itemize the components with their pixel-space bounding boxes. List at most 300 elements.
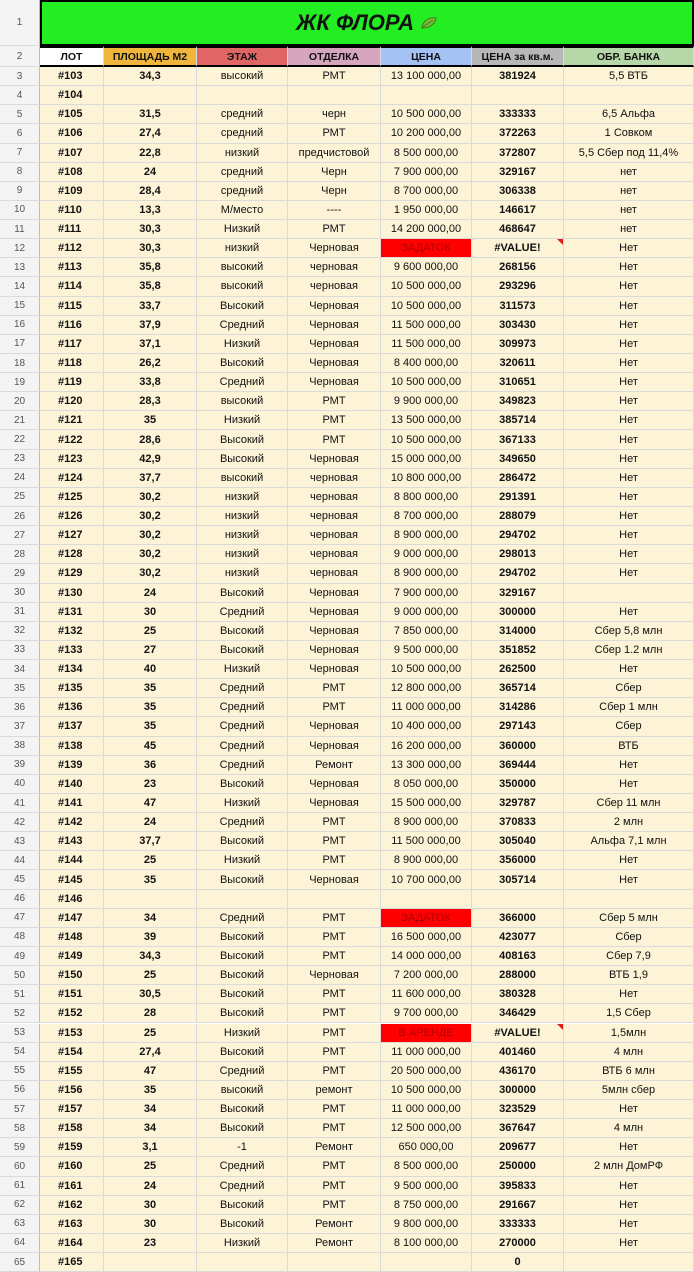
- bank-cell[interactable]: Нет: [564, 660, 694, 679]
- finish-cell[interactable]: Черновая: [288, 794, 381, 813]
- bank-cell[interactable]: Нет: [564, 373, 694, 392]
- row-number[interactable]: 47: [0, 909, 40, 928]
- price-cell[interactable]: 10 500 000,00: [381, 373, 472, 392]
- area-cell[interactable]: 33,8: [104, 373, 197, 392]
- floor-cell[interactable]: Высокий: [197, 641, 288, 660]
- floor-cell[interactable]: Высокий: [197, 297, 288, 316]
- lot-cell[interactable]: #142: [40, 813, 104, 832]
- floor-cell[interactable]: Средний: [197, 373, 288, 392]
- lot-cell[interactable]: #134: [40, 660, 104, 679]
- lot-cell[interactable]: #158: [40, 1119, 104, 1138]
- floor-cell[interactable]: Высокий: [197, 430, 288, 449]
- finish-cell[interactable]: [288, 890, 381, 909]
- finish-cell[interactable]: РМТ: [288, 1024, 381, 1043]
- price-per-sqm-cell[interactable]: 346429: [472, 1004, 564, 1023]
- lot-cell[interactable]: #113: [40, 258, 104, 277]
- finish-cell[interactable]: Черновая: [288, 316, 381, 335]
- price-cell[interactable]: 8 500 000,00: [381, 144, 472, 163]
- price-cell[interactable]: 7 850 000,00: [381, 622, 472, 641]
- area-cell[interactable]: 30,2: [104, 488, 197, 507]
- lot-cell[interactable]: #137: [40, 717, 104, 736]
- floor-cell[interactable]: [197, 890, 288, 909]
- floor-cell[interactable]: Средний: [197, 737, 288, 756]
- lot-cell[interactable]: #132: [40, 622, 104, 641]
- bank-cell[interactable]: Нет: [564, 1100, 694, 1119]
- row-number[interactable]: 41: [0, 794, 40, 813]
- lot-cell[interactable]: #103: [40, 67, 104, 86]
- price-per-sqm-cell[interactable]: 329167: [472, 584, 564, 603]
- row-number[interactable]: 22: [0, 430, 40, 449]
- finish-cell[interactable]: РМТ: [288, 679, 381, 698]
- lot-cell[interactable]: #152: [40, 1004, 104, 1023]
- floor-cell[interactable]: Средний: [197, 1062, 288, 1081]
- area-cell[interactable]: 25: [104, 622, 197, 641]
- area-cell[interactable]: 30,3: [104, 220, 197, 239]
- row-number[interactable]: 59: [0, 1138, 40, 1157]
- area-cell[interactable]: 30,2: [104, 526, 197, 545]
- area-cell[interactable]: 31,5: [104, 105, 197, 124]
- bank-cell[interactable]: Нет: [564, 603, 694, 622]
- price-per-sqm-cell[interactable]: [472, 86, 564, 105]
- floor-cell[interactable]: Низкий: [197, 411, 288, 430]
- lot-cell[interactable]: #122: [40, 430, 104, 449]
- lot-cell[interactable]: #156: [40, 1081, 104, 1100]
- area-cell[interactable]: 47: [104, 794, 197, 813]
- price-cell[interactable]: ЗАДАТОК: [381, 239, 472, 258]
- area-cell[interactable]: [104, 890, 197, 909]
- floor-cell[interactable]: Высокий: [197, 947, 288, 966]
- bank-cell[interactable]: [564, 86, 694, 105]
- lot-cell[interactable]: #165: [40, 1253, 104, 1272]
- lot-cell[interactable]: #126: [40, 507, 104, 526]
- row-number[interactable]: 44: [0, 851, 40, 870]
- price-cell[interactable]: 14 200 000,00: [381, 220, 472, 239]
- column-header-finish[interactable]: ОТДЕЛКА: [288, 46, 381, 67]
- lot-cell[interactable]: #116: [40, 316, 104, 335]
- finish-cell[interactable]: Черновая: [288, 870, 381, 889]
- row-number[interactable]: 19: [0, 373, 40, 392]
- price-per-sqm-cell[interactable]: 310651: [472, 373, 564, 392]
- row-number[interactable]: 42: [0, 813, 40, 832]
- bank-cell[interactable]: Нет: [564, 1177, 694, 1196]
- price-cell[interactable]: 11 600 000,00: [381, 985, 472, 1004]
- price-per-sqm-cell[interactable]: 323529: [472, 1100, 564, 1119]
- price-cell[interactable]: 13 100 000,00: [381, 67, 472, 86]
- area-cell[interactable]: 34: [104, 1119, 197, 1138]
- floor-cell[interactable]: -1: [197, 1138, 288, 1157]
- bank-cell[interactable]: [564, 1253, 694, 1272]
- area-cell[interactable]: 28,4: [104, 182, 197, 201]
- floor-cell[interactable]: Высокий: [197, 1004, 288, 1023]
- lot-cell[interactable]: #123: [40, 450, 104, 469]
- finish-cell[interactable]: Черн: [288, 182, 381, 201]
- price-per-sqm-cell[interactable]: 288079: [472, 507, 564, 526]
- price-cell[interactable]: 10 500 000,00: [381, 297, 472, 316]
- area-cell[interactable]: 24: [104, 1177, 197, 1196]
- area-cell[interactable]: 25: [104, 1157, 197, 1176]
- area-cell[interactable]: [104, 86, 197, 105]
- finish-cell[interactable]: черновая: [288, 277, 381, 296]
- price-per-sqm-cell[interactable]: 367133: [472, 430, 564, 449]
- row-number[interactable]: 3: [0, 67, 40, 86]
- floor-cell[interactable]: Высокий: [197, 870, 288, 889]
- finish-cell[interactable]: черновая: [288, 258, 381, 277]
- price-per-sqm-cell[interactable]: 349823: [472, 392, 564, 411]
- row-number[interactable]: 30: [0, 584, 40, 603]
- lot-cell[interactable]: #120: [40, 392, 104, 411]
- floor-cell[interactable]: Средний: [197, 1157, 288, 1176]
- bank-cell[interactable]: Сбер: [564, 679, 694, 698]
- column-header-price[interactable]: ЦЕНА: [381, 46, 472, 67]
- area-cell[interactable]: 26,2: [104, 354, 197, 373]
- floor-cell[interactable]: низкий: [197, 545, 288, 564]
- lot-cell[interactable]: #161: [40, 1177, 104, 1196]
- finish-cell[interactable]: РМТ: [288, 1177, 381, 1196]
- row-number[interactable]: 4: [0, 86, 40, 105]
- finish-cell[interactable]: РМТ: [288, 947, 381, 966]
- bank-cell[interactable]: Нет: [564, 1215, 694, 1234]
- row-number[interactable]: 38: [0, 737, 40, 756]
- price-cell[interactable]: 8 900 000,00: [381, 851, 472, 870]
- finish-cell[interactable]: РМТ: [288, 813, 381, 832]
- price-cell[interactable]: 11 000 000,00: [381, 1043, 472, 1062]
- area-cell[interactable]: 35,8: [104, 258, 197, 277]
- floor-cell[interactable]: Высокий: [197, 775, 288, 794]
- area-cell[interactable]: 37,7: [104, 832, 197, 851]
- price-per-sqm-cell[interactable]: 291391: [472, 488, 564, 507]
- finish-cell[interactable]: Черновая: [288, 584, 381, 603]
- row-number[interactable]: 43: [0, 832, 40, 851]
- floor-cell[interactable]: низкий: [197, 564, 288, 583]
- row-number[interactable]: 17: [0, 335, 40, 354]
- lot-cell[interactable]: #155: [40, 1062, 104, 1081]
- area-cell[interactable]: 35,8: [104, 277, 197, 296]
- bank-cell[interactable]: Нет: [564, 775, 694, 794]
- lot-cell[interactable]: #110: [40, 201, 104, 220]
- price-cell[interactable]: 8 700 000,00: [381, 182, 472, 201]
- area-cell[interactable]: 36: [104, 756, 197, 775]
- row-number[interactable]: 39: [0, 756, 40, 775]
- area-cell[interactable]: 30,3: [104, 239, 197, 258]
- price-cell[interactable]: 8 800 000,00: [381, 488, 472, 507]
- price-per-sqm-cell[interactable]: 372263: [472, 124, 564, 143]
- column-header-lot[interactable]: ЛОТ: [40, 46, 104, 67]
- area-cell[interactable]: 37,9: [104, 316, 197, 335]
- finish-cell[interactable]: РМТ: [288, 1196, 381, 1215]
- sheet-title-cell[interactable]: [40, 0, 694, 46]
- area-cell[interactable]: 25: [104, 851, 197, 870]
- price-cell[interactable]: 8 100 000,00: [381, 1234, 472, 1253]
- price-per-sqm-cell[interactable]: 309973: [472, 335, 564, 354]
- lot-cell[interactable]: #164: [40, 1234, 104, 1253]
- row-number[interactable]: 28: [0, 545, 40, 564]
- price-cell[interactable]: 12 800 000,00: [381, 679, 472, 698]
- floor-cell[interactable]: Средний: [197, 1177, 288, 1196]
- price-per-sqm-cell[interactable]: 300000: [472, 603, 564, 622]
- price-per-sqm-cell[interactable]: 436170: [472, 1062, 564, 1081]
- area-cell[interactable]: 27: [104, 641, 197, 660]
- finish-cell[interactable]: РМТ: [288, 909, 381, 928]
- finish-cell[interactable]: [288, 1253, 381, 1272]
- price-cell[interactable]: 8 750 000,00: [381, 1196, 472, 1215]
- row-number[interactable]: 37: [0, 717, 40, 736]
- price-cell[interactable]: В АРЕНДЕ: [381, 1024, 472, 1043]
- finish-cell[interactable]: РМТ: [288, 1157, 381, 1176]
- bank-cell[interactable]: нет: [564, 201, 694, 220]
- floor-cell[interactable]: низкий: [197, 488, 288, 507]
- price-per-sqm-cell[interactable]: 293296: [472, 277, 564, 296]
- finish-cell[interactable]: РМТ: [288, 124, 381, 143]
- row-number[interactable]: 25: [0, 488, 40, 507]
- lot-cell[interactable]: #146: [40, 890, 104, 909]
- floor-cell[interactable]: высокий: [197, 258, 288, 277]
- lot-cell[interactable]: #160: [40, 1157, 104, 1176]
- price-per-sqm-cell[interactable]: 320611: [472, 354, 564, 373]
- bank-cell[interactable]: Нет: [564, 392, 694, 411]
- finish-cell[interactable]: черновая: [288, 507, 381, 526]
- price-cell[interactable]: 9 800 000,00: [381, 1215, 472, 1234]
- price-cell[interactable]: 16 200 000,00: [381, 737, 472, 756]
- floor-cell[interactable]: высокий: [197, 277, 288, 296]
- price-per-sqm-cell[interactable]: 305040: [472, 832, 564, 851]
- finish-cell[interactable]: РМТ: [288, 985, 381, 1004]
- bank-cell[interactable]: Сбер 7,9: [564, 947, 694, 966]
- price-per-sqm-cell[interactable]: 270000: [472, 1234, 564, 1253]
- bank-cell[interactable]: Нет: [564, 316, 694, 335]
- price-per-sqm-cell[interactable]: 369444: [472, 756, 564, 775]
- price-per-sqm-cell[interactable]: 305714: [472, 870, 564, 889]
- column-header-bank[interactable]: ОБР. БАНКА: [564, 46, 694, 67]
- floor-cell[interactable]: Средний: [197, 316, 288, 335]
- lot-cell[interactable]: #119: [40, 373, 104, 392]
- bank-cell[interactable]: 6,5 Альфа: [564, 105, 694, 124]
- finish-cell[interactable]: Черновая: [288, 622, 381, 641]
- column-header-floor[interactable]: ЭТАЖ: [197, 46, 288, 67]
- row-number[interactable]: 32: [0, 622, 40, 641]
- lot-cell[interactable]: #154: [40, 1043, 104, 1062]
- price-per-sqm-cell[interactable]: 303430: [472, 316, 564, 335]
- price-per-sqm-cell[interactable]: 300000: [472, 1081, 564, 1100]
- area-cell[interactable]: 37,1: [104, 335, 197, 354]
- floor-cell[interactable]: Средний: [197, 756, 288, 775]
- lot-cell[interactable]: #108: [40, 163, 104, 182]
- row-number[interactable]: 14: [0, 277, 40, 296]
- floor-cell[interactable]: Высокий: [197, 1196, 288, 1215]
- bank-cell[interactable]: Нет: [564, 430, 694, 449]
- price-cell[interactable]: 10 500 000,00: [381, 430, 472, 449]
- bank-cell[interactable]: 1,5 Сбер: [564, 1004, 694, 1023]
- bank-cell[interactable]: 4 млн: [564, 1043, 694, 1062]
- price-per-sqm-cell[interactable]: 294702: [472, 564, 564, 583]
- price-per-sqm-cell[interactable]: 298013: [472, 545, 564, 564]
- row-number[interactable]: 10: [0, 201, 40, 220]
- row-number[interactable]: 16: [0, 316, 40, 335]
- price-per-sqm-cell[interactable]: 329787: [472, 794, 564, 813]
- price-cell[interactable]: 12 500 000,00: [381, 1119, 472, 1138]
- bank-cell[interactable]: Сбер: [564, 717, 694, 736]
- bank-cell[interactable]: Нет: [564, 258, 694, 277]
- area-cell[interactable]: 23: [104, 775, 197, 794]
- bank-cell[interactable]: 5,5 Сбер под 11,4%: [564, 144, 694, 163]
- lot-cell[interactable]: #162: [40, 1196, 104, 1215]
- row-number[interactable]: 11: [0, 220, 40, 239]
- floor-cell[interactable]: Высокий: [197, 354, 288, 373]
- price-cell[interactable]: 10 500 000,00: [381, 1081, 472, 1100]
- price-cell[interactable]: 11 500 000,00: [381, 832, 472, 851]
- floor-cell[interactable]: низкий: [197, 526, 288, 545]
- price-per-sqm-cell[interactable]: 288000: [472, 966, 564, 985]
- price-cell[interactable]: 10 500 000,00: [381, 660, 472, 679]
- price-per-sqm-cell[interactable]: 360000: [472, 737, 564, 756]
- area-cell[interactable]: 13,3: [104, 201, 197, 220]
- price-per-sqm-cell[interactable]: 351852: [472, 641, 564, 660]
- finish-cell[interactable]: Ремонт: [288, 1234, 381, 1253]
- bank-cell[interactable]: Нет: [564, 277, 694, 296]
- price-cell[interactable]: 7 900 000,00: [381, 584, 472, 603]
- lot-cell[interactable]: #115: [40, 297, 104, 316]
- floor-cell[interactable]: Средний: [197, 717, 288, 736]
- price-cell[interactable]: 9 900 000,00: [381, 392, 472, 411]
- floor-cell[interactable]: Средний: [197, 813, 288, 832]
- floor-cell[interactable]: Низкий: [197, 851, 288, 870]
- area-cell[interactable]: 33,7: [104, 297, 197, 316]
- price-per-sqm-cell[interactable]: 268156: [472, 258, 564, 277]
- finish-cell[interactable]: черновая: [288, 545, 381, 564]
- row-number[interactable]: 8: [0, 163, 40, 182]
- lot-cell[interactable]: #117: [40, 335, 104, 354]
- price-per-sqm-cell[interactable]: 262500: [472, 660, 564, 679]
- bank-cell[interactable]: Нет: [564, 469, 694, 488]
- price-cell[interactable]: 10 500 000,00: [381, 277, 472, 296]
- lot-cell[interactable]: #139: [40, 756, 104, 775]
- price-cell[interactable]: 10 800 000,00: [381, 469, 472, 488]
- finish-cell[interactable]: [288, 86, 381, 105]
- lot-cell[interactable]: #131: [40, 603, 104, 622]
- finish-cell[interactable]: Черновая: [288, 450, 381, 469]
- finish-cell[interactable]: РМТ: [288, 832, 381, 851]
- price-per-sqm-cell[interactable]: 370833: [472, 813, 564, 832]
- row-number[interactable]: 46: [0, 890, 40, 909]
- column-header-area[interactable]: ПЛОЩАДЬ М2: [104, 46, 197, 67]
- floor-cell[interactable]: Низкий: [197, 660, 288, 679]
- bank-cell[interactable]: Нет: [564, 564, 694, 583]
- bank-cell[interactable]: Нет: [564, 297, 694, 316]
- finish-cell[interactable]: ----: [288, 201, 381, 220]
- bank-cell[interactable]: Нет: [564, 1138, 694, 1157]
- price-per-sqm-cell[interactable]: 209677: [472, 1138, 564, 1157]
- area-cell[interactable]: 42,9: [104, 450, 197, 469]
- row-number[interactable]: 23: [0, 450, 40, 469]
- floor-cell[interactable]: Средний: [197, 698, 288, 717]
- row-number[interactable]: 62: [0, 1196, 40, 1215]
- column-header-price-per-sqm[interactable]: ЦЕНА за кв.м.: [472, 46, 564, 67]
- finish-cell[interactable]: Ремонт: [288, 1138, 381, 1157]
- lot-cell[interactable]: #107: [40, 144, 104, 163]
- area-cell[interactable]: 35: [104, 870, 197, 889]
- price-per-sqm-cell[interactable]: 333333: [472, 1215, 564, 1234]
- price-per-sqm-cell[interactable]: 395833: [472, 1177, 564, 1196]
- row-number[interactable]: 45: [0, 870, 40, 889]
- price-per-sqm-cell[interactable]: 401460: [472, 1043, 564, 1062]
- area-cell[interactable]: 22,8: [104, 144, 197, 163]
- floor-cell[interactable]: Низкий: [197, 220, 288, 239]
- finish-cell[interactable]: РМТ: [288, 1062, 381, 1081]
- row-number[interactable]: 27: [0, 526, 40, 545]
- bank-cell[interactable]: нет: [564, 220, 694, 239]
- floor-cell[interactable]: Высокий: [197, 1043, 288, 1062]
- row-number[interactable]: 18: [0, 354, 40, 373]
- bank-cell[interactable]: Нет: [564, 1196, 694, 1215]
- finish-cell[interactable]: черновая: [288, 564, 381, 583]
- row-number[interactable]: 65: [0, 1253, 40, 1272]
- price-cell[interactable]: 10 500 000,00: [381, 105, 472, 124]
- price-per-sqm-cell[interactable]: 468647: [472, 220, 564, 239]
- floor-cell[interactable]: высокий: [197, 392, 288, 411]
- bank-cell[interactable]: Нет: [564, 1234, 694, 1253]
- bank-cell[interactable]: Нет: [564, 239, 694, 258]
- row-number[interactable]: 33: [0, 641, 40, 660]
- finish-cell[interactable]: Черновая: [288, 603, 381, 622]
- price-per-sqm-cell[interactable]: 380328: [472, 985, 564, 1004]
- floor-cell[interactable]: Низкий: [197, 794, 288, 813]
- row-number[interactable]: 15: [0, 297, 40, 316]
- area-cell[interactable]: 27,4: [104, 124, 197, 143]
- row-number[interactable]: 56: [0, 1081, 40, 1100]
- floor-cell[interactable]: М/место: [197, 201, 288, 220]
- price-cell[interactable]: 15 500 000,00: [381, 794, 472, 813]
- lot-cell[interactable]: #130: [40, 584, 104, 603]
- row-number[interactable]: 34: [0, 660, 40, 679]
- lot-cell[interactable]: #153: [40, 1024, 104, 1043]
- finish-cell[interactable]: РМТ: [288, 411, 381, 430]
- area-cell[interactable]: 34,3: [104, 67, 197, 86]
- floor-cell[interactable]: Высокий: [197, 450, 288, 469]
- floor-cell[interactable]: Высокий: [197, 985, 288, 1004]
- price-cell[interactable]: 9 500 000,00: [381, 1177, 472, 1196]
- row-number[interactable]: 5: [0, 105, 40, 124]
- row-number[interactable]: 50: [0, 966, 40, 985]
- area-cell[interactable]: 24: [104, 163, 197, 182]
- area-cell[interactable]: 30,2: [104, 507, 197, 526]
- row-number[interactable]: 60: [0, 1157, 40, 1176]
- price-cell[interactable]: 13 500 000,00: [381, 411, 472, 430]
- price-per-sqm-cell[interactable]: #VALUE!: [472, 1024, 564, 1043]
- price-cell[interactable]: 9 000 000,00: [381, 603, 472, 622]
- price-cell[interactable]: 8 900 000,00: [381, 564, 472, 583]
- lot-cell[interactable]: #140: [40, 775, 104, 794]
- bank-cell[interactable]: 5,5 ВТБ: [564, 67, 694, 86]
- floor-cell[interactable]: Высокий: [197, 622, 288, 641]
- floor-cell[interactable]: Высокий: [197, 1100, 288, 1119]
- row-number[interactable]: 21: [0, 411, 40, 430]
- price-cell[interactable]: [381, 890, 472, 909]
- finish-cell[interactable]: Черн: [288, 163, 381, 182]
- floor-cell[interactable]: средний: [197, 124, 288, 143]
- area-cell[interactable]: 30,5: [104, 985, 197, 1004]
- floor-cell[interactable]: Низкий: [197, 335, 288, 354]
- area-cell[interactable]: 28: [104, 1004, 197, 1023]
- bank-cell[interactable]: Сбер 11 млн: [564, 794, 694, 813]
- price-per-sqm-cell[interactable]: 297143: [472, 717, 564, 736]
- area-cell[interactable]: 39: [104, 928, 197, 947]
- price-cell[interactable]: 8 900 000,00: [381, 526, 472, 545]
- price-cell[interactable]: 20 500 000,00: [381, 1062, 472, 1081]
- area-cell[interactable]: 35: [104, 717, 197, 736]
- area-cell[interactable]: 34,3: [104, 947, 197, 966]
- bank-cell[interactable]: ВТБ 1,9: [564, 966, 694, 985]
- floor-cell[interactable]: Высокий: [197, 928, 288, 947]
- bank-cell[interactable]: 5млн сбер: [564, 1081, 694, 1100]
